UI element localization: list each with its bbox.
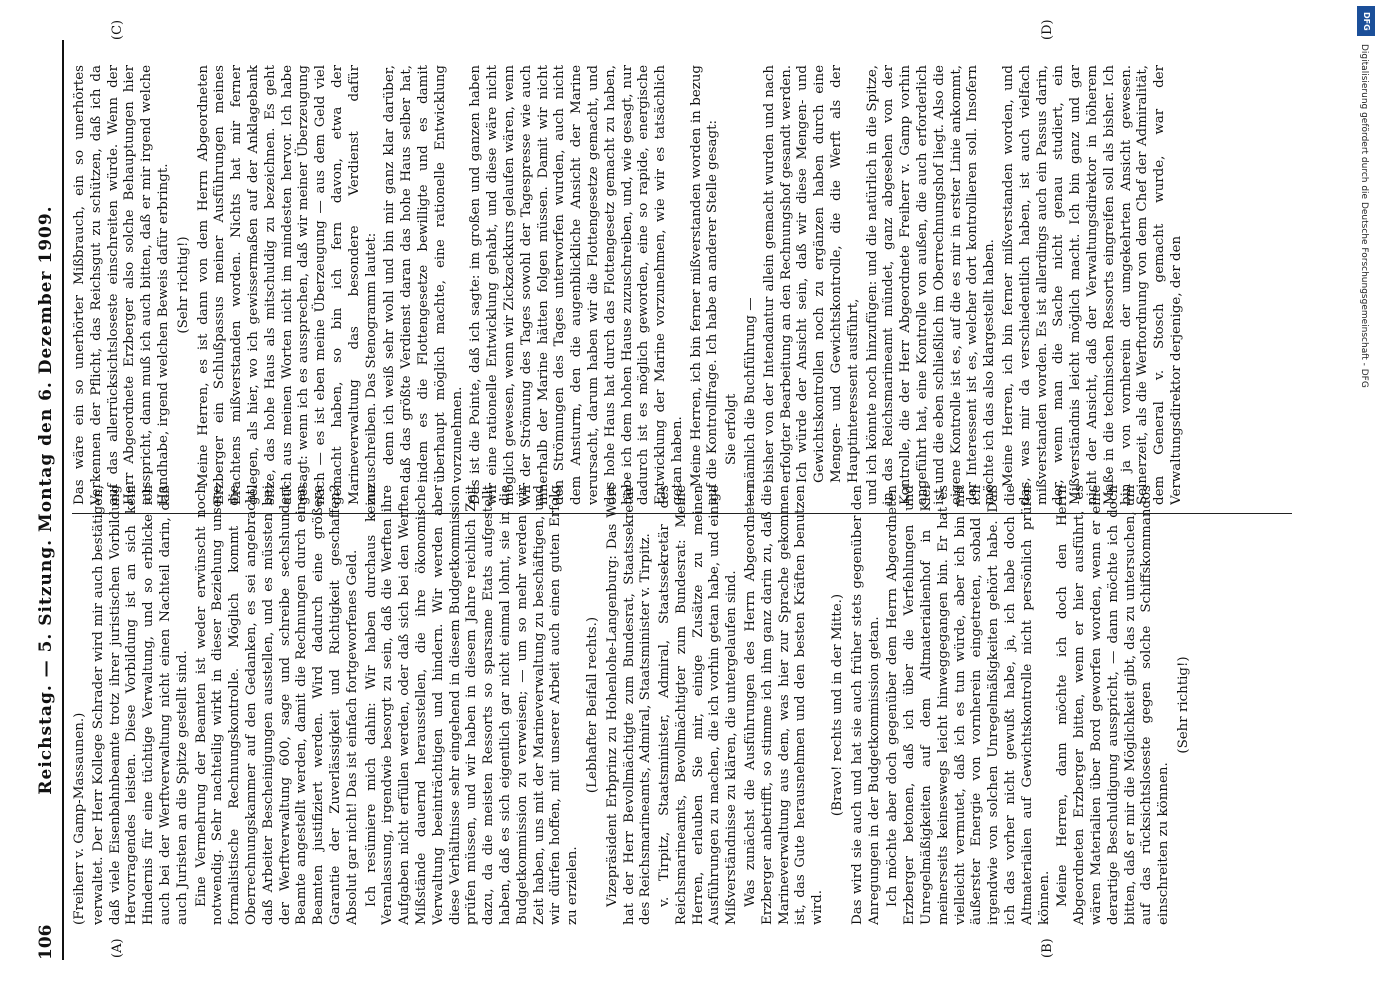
paragraph: Das wird sie auch und hat sie auch früher stets gegenüber den Anregungen in der Budgetkommission getan. xyxy=(849,485,882,925)
applause-note: (Lebhafter Beifall rechts.) xyxy=(584,616,600,794)
digitization-sidebar xyxy=(1355,0,1377,1000)
interjection: (Sehr richtig!) xyxy=(1176,656,1191,754)
quotation: Sie erfolgt xyxy=(724,393,740,465)
paragraph: v. Tirpitz, Staatsminister, Admiral, Staatssekretär des Reichsmarineamts, Bevollmächtigter zum Bundesrat: Meine Herren, erlauben Sie mir, einige Zusätze zu meinen Ausführungen zu machen, die ich vorhin getan habe, und einige Mißverständnisse zu klären, die untergelaufen sind. xyxy=(657,485,740,925)
interjection: (Sehr richtig!) xyxy=(175,236,191,334)
paragraph: Ich resümiere mich dahin: Wir haben durchaus keine Veranlassung, irgendwie besorgt zu sein, daß die Werften ihre Aufgaben nicht erfüllen werden, oder daß sich bei den Werften Mißstände dauernd herausstellen, die ihre ökonomische Verwaltung beeinträchtigen und hindern. Wir werden aber diese Verhältnisse sehr eingehend in diesem Budgetkommission prüfen müssen, und wir haben in diesem Jahre reichlich Zeit dazu, da die meisten Ressorts so sparsame Etats aufgestellt haben, daß es sich eigentlich gar nicht einmal lohnt, sie in die Budgetkommission zu verweisen; — um so mehr werden wir Zeit haben, uns mit der Marineverwaltung zu beschäftigen, und wir dürfen hoffen, mit unserer Arbeit auch einen guten Erfolg zu erzielen. xyxy=(363,485,581,925)
quotation-aside: — nämlich die Buchführung — xyxy=(743,297,759,505)
header-rule xyxy=(62,40,64,960)
paragraph: Meine Herren, es ist dann von dem Herrn Abgeordneten Erzberger ein Schlußpassus meiner Ausführungen meines Erachtens mißverstanden worden. Nichts hat mir ferner gelegen, als hier, wo ich gewissermaßen auf der Anklagebank sitze, das hohe Haus als mitschuldig zu bezeichnen. Es geht auch aus meinen Worten nicht im mindesten hervor. Ich habe gesagt: wenn ich es aussprechen, daß wir meiner Überzeugung nach — es ist eben meine Überzeugung — aus dem Geld viel gemacht haben, so bin ich fern davon, etwa der Marineverwaltung das besondere Verdienst dafür zuzuschreiben. Das Stenogramm lautet: xyxy=(195,65,379,505)
quotation: denn ich weiß sehr wohl und bin mir ganz klar darüber, daß das größte Verdienst daran das hohe Haus selber hat, indem es die Flottengesetze bewilligte und es damit überhaupt möglich machte, eine rationelle Entwicklung vorzunehmen. xyxy=(382,65,465,483)
column-divider xyxy=(72,513,1292,514)
margin-marker-a: (A) xyxy=(110,938,125,958)
paragraph: Ich möchte aber doch gegenüber dem Herrn Abgeordneten Erzberger betonen, daß ich über die Verfehlungen und Unregelmäßigkeiten auf dem Altmaterialienhof in Kiel meinerseits keineswegs leicht hinweggegangen bin. Er hat es vielleicht vermutet, daß ich es tun würde, aber ich bin mit äußerster Energie von vornherein eingetreten, sobald ich irgendwie von solchen Unregelmäßigkeiten gehört habe. Daß ich das vorher nicht gewußt habe, ja, ich habe doch die Altmaterialien auf Gewichtskontrolle nicht persönlich prüfen können. xyxy=(885,485,1052,925)
paragraph: Das ist die Pointe, daß ich sagte: im großen und ganzen haben wir eine rationelle Entwicklung gehabt, und diese wäre nicht möglich gewesen, wenn wir Zickzackkurs gelaufen wären, wenn wir der Strömung des Tages sowohl der Tagespresse wie auch innerhalb der Marine hätten folgen müssen. Damit wir nicht den Strömungen des Tages unterworfen wurden, auch nicht dem Ansturm, den die augenblickliche Ansicht der Marine verursacht, darum haben wir die Flottengesetze gemacht, und das hohe Haus hat durch das Flottengesetz gemacht zu haben, habe ich dem hohen Hause zuzuschreiben, und, wie gesagt, nur dadurch ist es möglich geworden, eine so rapide, energische Entwicklung der Marine vorzunehmen, wie wir es tatsächlich getan haben. xyxy=(468,65,685,505)
paragraph: Was zunächst die Ausführungen des Herrn Abgeordneten Erzberger anbetrifft, so stimme ich ihm ganz darin zu, daß die Marineverwaltung aus dem, was hier zur Sprache gekommen ist, das Gute herausnehmen und den besten Kräften benutzen wird. xyxy=(743,485,826,925)
paragraph: Eine Vermehrung der Beamten ist weder erwünscht noch notwendig. Sehr nachteilig wirkt in dieser Beziehung unsere formalistische Rechnungskontrolle. Möglich kommt die Oberrechnungskammer auf den Gedanken, es sei angebracht, daß Arbeiter Bescheinigungen ausstellen, und es müssten bei der Werftverwaltung 600, sage und schreibe sechshundert Beamte angestellt werden, damit die Rechnungen durch einen Beamten justifiziert werden. Wird dadurch eine größere Garantie der Zuverlässigkeit und Richtigkeit geschaffen? Absolut gar nicht! Das ist einfach fortgeworfenes Geld. xyxy=(193,485,360,925)
page-header xyxy=(30,40,64,960)
dfg-logo: DFG xyxy=(1357,6,1375,36)
speaker-note: (Freiherr v. Gamp-Massaunen.) xyxy=(72,712,87,925)
paragraph: Meine Herren, ich bin ferner mißverstanden worden in bezug auf die Kontrollfrage. Ich habe an anderer Stelle gesagt: xyxy=(688,65,721,505)
applause-note: (Bravo! rechts und in der Mitte.) xyxy=(830,593,846,817)
paragraph: Das wäre ein so unerhörter Mißbrauch, ein so unerhörtes Verkennen der Pflicht, das Reichsgut zu schützen, daß ich da auf das allerrücksichtsloseste einschreiten würde. Wenn der Herr Abgeordnete Erzberger also solche Behauptungen hier ausspricht, dann muß ich auch bitten, daß er mir irgend welche Handhabe, irgend welchen Beweis dafür erbringt. xyxy=(72,65,171,505)
quotation: bisher von der Intendantur allein gemacht wurden und nach erfolgter Bearbeitung an den Rechnungshof gesandt werden. Ich würde der Ansicht sein, daß wir diese Mengen- und Gewichtskontrollen noch zu ergänzen haben durch eine Mengen- und Gewichtskontrolle, die die Werft als der Hauptinteressent ausführt, xyxy=(761,65,861,483)
margin-marker-d: (D) xyxy=(1040,19,1055,40)
margin-marker-c: (C) xyxy=(110,19,125,40)
paragraph: Meine Herren, dann möchte ich doch den Herrn Abgeordneten Erzberger bitten, wenn er hier ausführt, es wären Materialien über Bord geworfen worden, wenn er eine derartige Beschuldigung ausspricht, — dann möchte ich doch bitten, daß er mir die Möglichkeit gibt, das zu untersuchen, um auf das rücksichtsloseste gegen solche Schiffskommandos einschreiten zu können. xyxy=(1055,485,1172,925)
paragraph: Vizepräsident Erbprinz zu Hohenlohe-Langenburg: Das Wort hat der Herr Bevollmächtigte zum Bundesrat, Staatssekretär des Reichsmarineamts, Admiral, Staatsminister v. Tirpitz. xyxy=(604,485,654,925)
page-number: 106 xyxy=(36,924,56,960)
margin-marker-b: (B) xyxy=(1040,938,1055,958)
right-column xyxy=(72,65,1292,505)
left-column xyxy=(72,485,1292,925)
paragraph: verwaltet. Der Herr Kollege Schrader wird mir auch bestätigen, daß viele Eisenbahnbeamte trotz ihrer juristischen Vorbildung Hervorragendes leisten. Diese Vorbildung ist an sich kein Hindernis für eine tüchtige Verwaltung, und so erblicke ich auch bei der Werftverwaltung nicht einen Nachteil darin, daß auch Juristen an die Spitze gestellt sind. xyxy=(90,485,190,925)
paragraph: Meine Herren, ich bin ferner mißverstanden worden, und das, was mir da verschiedentlich haben, ist auch vielfach mißverstanden worden. Es ist allerdings auch ein Passus darin, der, wenn man die Sache nicht genau studiert, ein Mißverständnis leicht möglich macht. Ich bin ganz und gar nicht der Ansicht, daß der Verwaltungsdirektor in höherem Maße in die technischen Ressorts eingreifen soll als bisher. Ich bin ja von vornherein der umgekehrten Ansicht gewesen. Seinerzeit, als die Werftordnung von dem Chef der Admiralität, dem General v. Stosch gemacht wurde, war der Verwaltungsdirektor derjenige, der den xyxy=(1001,65,1184,505)
paragraph: und ich könnte noch hinzufügen: und die natürlich in die Spitze, in das Reichsmarineamt mündet, ganz abgesehen von der Kontrolle, die der Herr Abgeordnete Freiherr v. Gamp vorhin angeführt hat, eine Kontrolle von außen, die auch erforderlich ist und die eben schließlich im Oberrechnungshof liegt. Also die eigene Kontrolle ist es, auf die es mir in erster Linie ankommt, der Interessent ist es, welcher dort kontrollieren soll. Insofern möchte ich das also klargestellt haben. xyxy=(864,65,998,505)
running-title: Reichstag. — 5. Sitzung. Montag den 6. Dezember 1909. xyxy=(36,205,56,795)
digitization-credit: Digitalisierung gefördert durch die Deutsche Forschungsgemeinschaft - DFG xyxy=(1359,44,1369,388)
